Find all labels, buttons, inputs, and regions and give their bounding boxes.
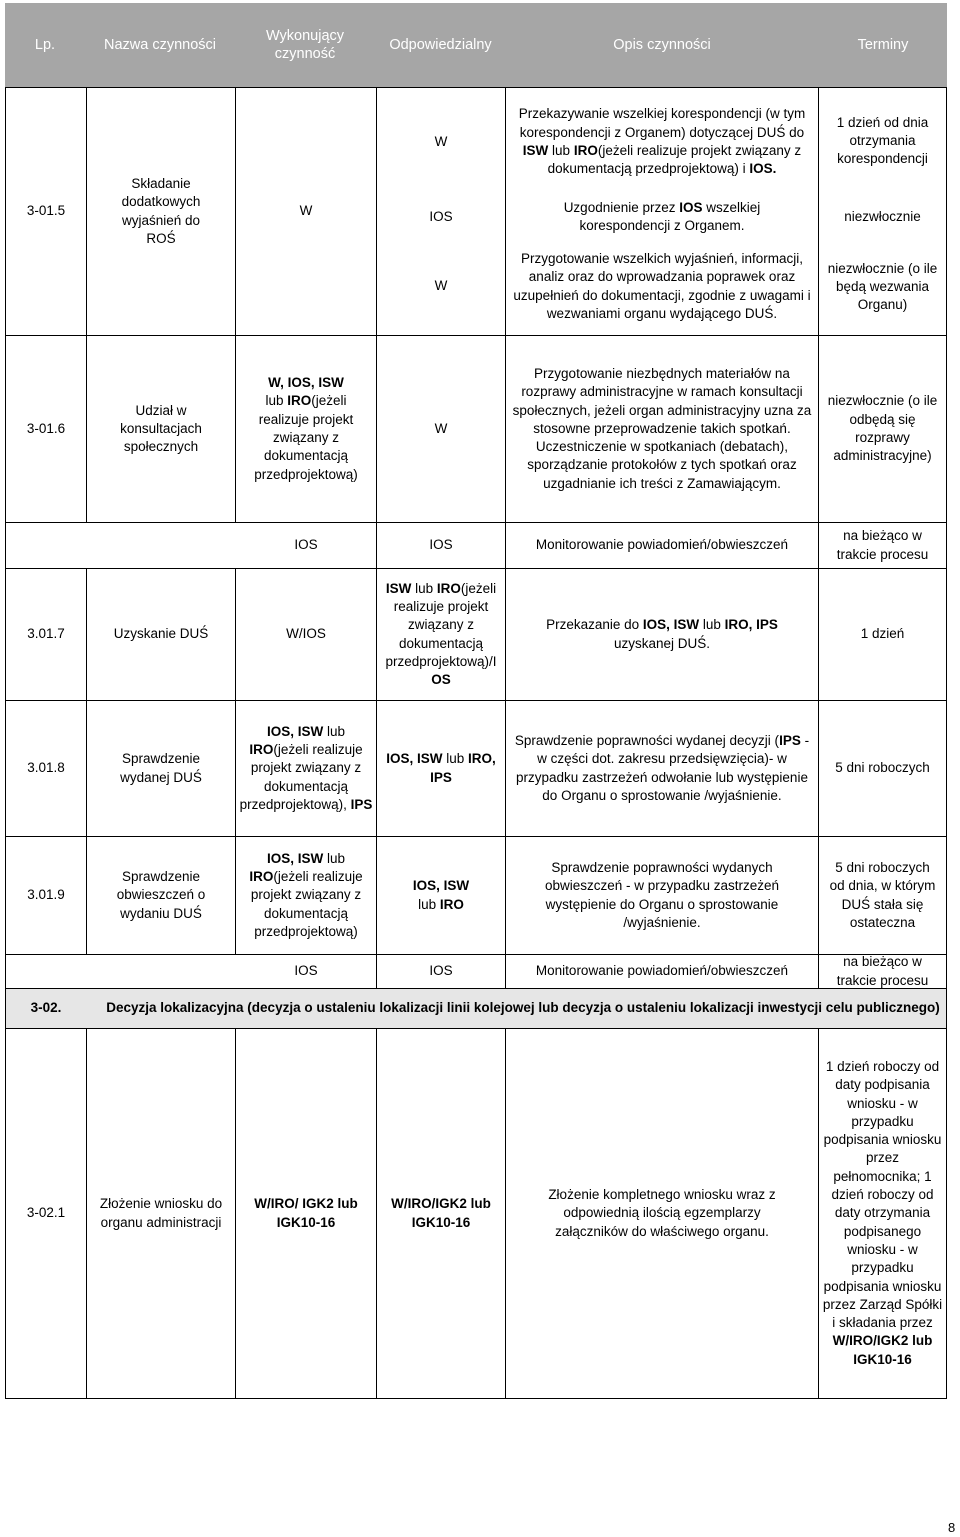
row-description: Monitorowanie powiadomień/obwieszczeń [535,537,789,553]
row-lp: 3.01.8 [27,760,65,776]
row-name: Uzyskanie DUŚ [113,626,209,642]
header-name: Nazwa czynności [103,37,216,53]
row-description: Przekazywanie wszelkiej korespondencji (w tym korespondencji z Organem) dotyczącej DUŚ do ISW lub IRO(jeżeli realizuje projekt związany z dokumentacją przedprojektową) i IOS. [518,106,806,177]
row-description: Uzgodnienie przez IOS wszelkiej korespondencji z Organem. [563,199,761,233]
row-exec: IOS [294,537,318,553]
row-responsible: IOS [429,963,453,979]
row-name: Sprawdzenie obwieszczeń o wydaniu DUŚ [116,869,206,921]
row-description: Przygotowanie wszelkich wyjaśnień, informacji, analiz oraz do wprowadzania poprawek oraz uzupełnień do dokumentacji, zgodnie z uwagami i wezwaniami organu wydającego DUŚ. [513,250,811,321]
row-exec: W [299,203,313,219]
row-term: na bieżąco w trakcie procesu [836,528,929,562]
row-description: Przekazanie do IOS, ISW lub IRO, IPS uzyskanej DUŚ. [546,617,778,651]
header-lp: Lp. [34,37,56,53]
row-term: niezwłocznie (o ile będą wezwania Organu) [827,260,938,313]
row-responsible: W [434,420,448,436]
row-lp: 3.01.9 [27,887,65,903]
row-name: Udział w konsultacjach społecznych [120,402,202,455]
header-responsible: Odpowiedzialny [389,37,492,53]
header-exec: Wykonujący czynność [265,28,345,62]
row-responsible: ISW lub IRO(jeżeli realizuje projekt związany z dokumentacją przedprojektową)/I OS [385,580,497,688]
row-responsible: IOS, ISW lub IRO, IPS [386,751,496,785]
row-exec: IOS, ISW lub IRO(jeżeli realizuje projekt związany z dokumentacją przedprojektową) [249,850,363,939]
row-description: Sprawdzenie poprawności wydanej decyzji (IPS - w części dot. zakresu przedsięwzięcia)- w przypadku zastrzeżeń odwołanie lub występienie do Organu o sprostowanie /wyjaśnienie. [514,732,810,803]
header-terms: Terminy [857,37,909,53]
row-exec: IOS, ISW lub IRO(jeżeli realizuje projekt związany z dokumentacją przedprojektową), IPS [239,723,373,812]
row-exec: W/IRO/ IGK2 lub IGK10-16 [254,1196,358,1230]
grid-line [946,87,947,1399]
row-exec: IOS [294,963,318,979]
row-term: 1 dzień roboczy od daty podpisania wniosku - w przypadku podpisania wniosku przez pełnomocnika; 1 dzień roboczy od daty otrzymania podpisanego wniosku - w przypadku podpisania wniosku przez Zarząd Spółki i składania przez W/IRO/IGK2 lub IGK10-16 [822,1058,943,1367]
row-description: Przygotowanie niezbędnych materiałów na rozprawy administracyjne w ramach konsultacji społecznych, jeżeli organ administracyjny uzna za stosowne przeprowadzenie takich spotkań. Uczestniczenie w spotkaniach (debatach), sporządzanie protokołów z tych spotkań oraz uzgadnianie ich treści z Zamawiającym. [512,365,812,491]
row-term: 5 dni roboczych [835,760,930,776]
row-responsible: W/IRO/IGK2 lub IGK10-16 [391,1196,491,1230]
row-term: 5 dni roboczych od dnia, w którym DUŚ stała się ostateczna [829,859,936,930]
row-lp: 3.01.7 [27,626,65,642]
grid-line [5,1398,947,1399]
row-description: Złożenie kompletnego wniosku wraz z odpowiednią ilością egzemplarzy załączników do właściwego organu. [548,1187,776,1239]
row-responsible: IOS [429,537,453,553]
header-description: Opis czynności [613,37,711,53]
row-lp: 3-02.1 [26,1205,66,1221]
row-responsible: W [434,278,448,294]
row-name: Składanie dodatkowych wyjaśnień do ROŚ [121,175,201,246]
row-description: Sprawdzenie poprawności wydanych obwieszczeń - w przypadku zastrzeżeń występienie do Organu o sprostowanie /wyjaśnienie. [544,859,780,930]
row-description: Monitorowanie powiadomień/obwieszczeń [535,963,789,979]
section-lp: 3-02. [30,1000,62,1016]
row-exec: W, IOS, ISW lub IRO(jeżeli realizuje projekt związany z dokumentacją przedprojektową) [254,375,358,482]
row-term: na bieżąco w trakcie procesu [836,954,929,988]
row-term: 1 dzień [860,626,905,642]
row-lp: 3-01.6 [26,420,66,436]
row-term: 1 dzień od dnia otrzymania korespondencji [836,114,929,167]
row-responsible: IOS, ISW lub IRO [412,878,470,912]
row-responsible: IOS [429,208,453,224]
row-exec: W/IOS [286,626,326,642]
row-name: Złożenie wniosku do organu administracji [99,1196,223,1230]
page-number: 8 [948,1520,956,1535]
row-responsible: W [434,133,448,149]
row-term: niezwłocznie (o ile odbędą się rozprawy administracyjne) [827,393,938,464]
row-term: niezwłocznie [844,208,921,224]
section-title: Decyzja lokalizacyjna (decyzja o ustaleniu lokalizacji linii kolejowej lub decyzja o ustaleniu lokalizacji inwestycji celu publicznego) [106,1000,940,1016]
row-lp: 3-01.5 [26,203,66,219]
row-name: Sprawdzenie wydanej DUŚ [120,751,202,785]
